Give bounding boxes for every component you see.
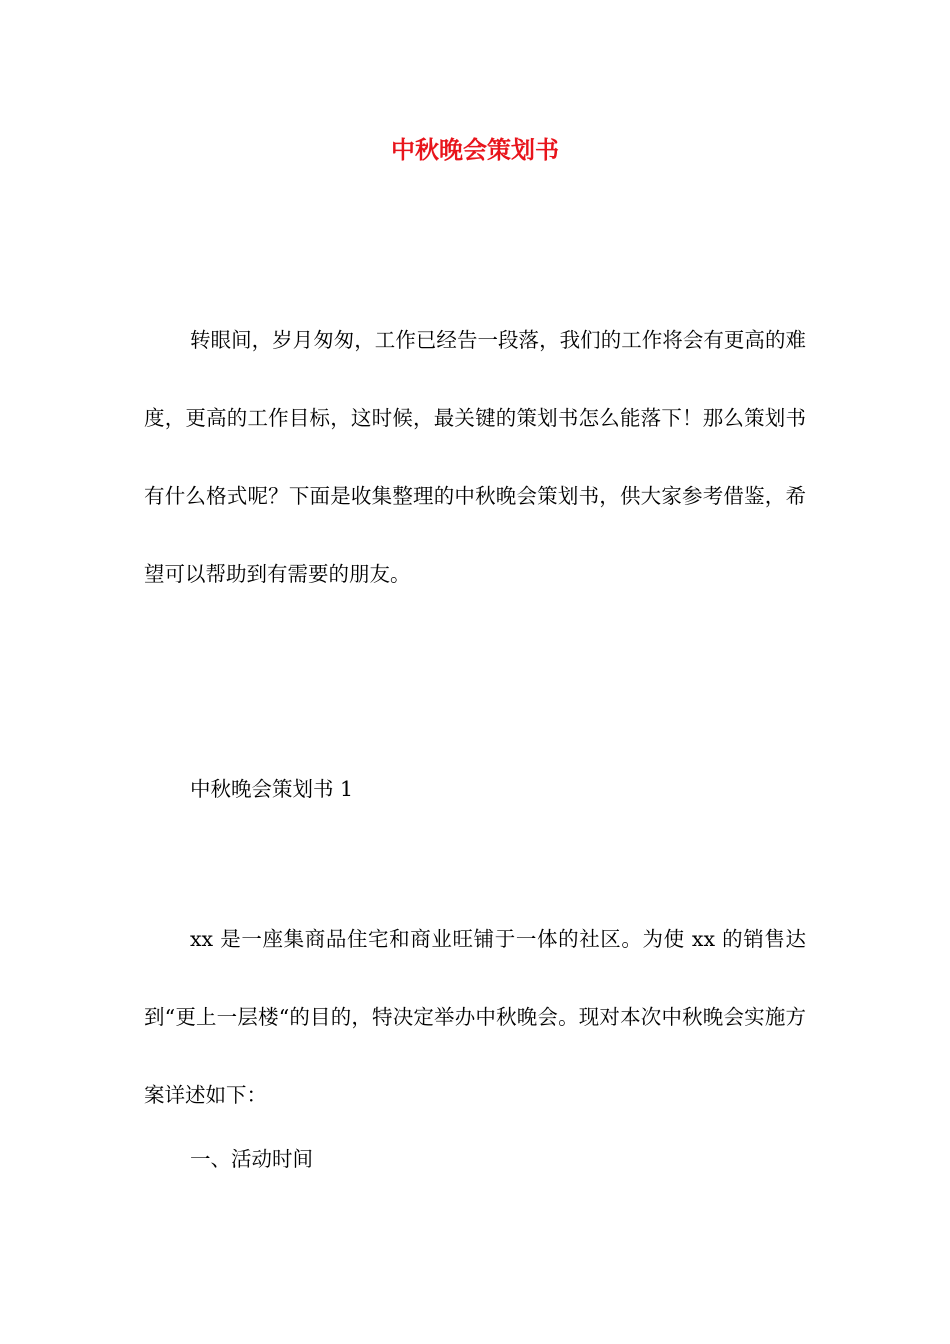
body-paragraph: xx 是一座集商品住宅和商业旺铺于一体的社区。为使 xx 的销售达到“更上一层楼“的目的，特决定举办中秋晚会。现对本次中秋晚会实施方案详述如下： [144,927,806,1107]
document-title: 中秋晚会策划书 [391,135,559,164]
intro-paragraph: 转眼间，岁月匆匆，工作已经告一段落，我们的工作将会有更高的难度，更高的工作目标，这时候，最关键的策划书怎么能落下！那么策划书有什么格式呢？下面是收集整理的中秋晚会策划书，供大家参考借鉴，希望可以帮助到有需要的朋友。 [144,328,806,586]
section-heading: 中秋晚会策划书 1 [190,777,354,801]
subsection-heading: 一、活动时间 [190,1147,313,1171]
